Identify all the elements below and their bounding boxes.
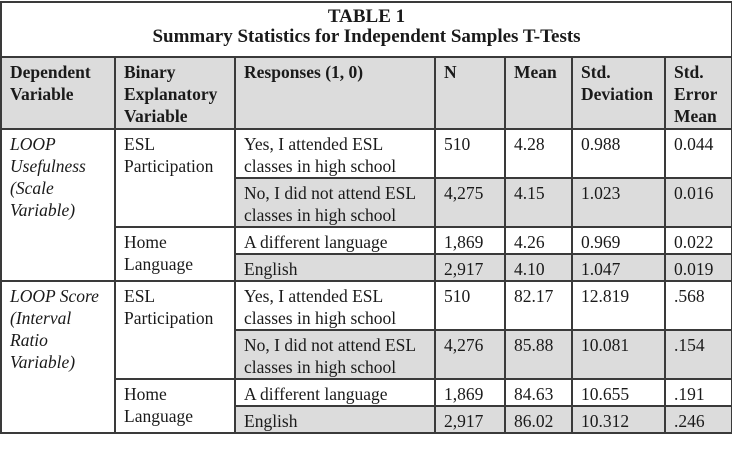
column-header: Binary Explanatory Variable xyxy=(115,57,235,129)
explanatory-variable-cell: ESL Participation xyxy=(115,281,235,379)
sd-cell: 12.819 xyxy=(572,281,665,330)
table-title: TABLE 1 xyxy=(327,6,406,27)
response-cell: A different language xyxy=(235,379,435,406)
table-row xyxy=(1,129,732,178)
se-cell: .246 xyxy=(665,406,732,433)
n-cell: 4,275 xyxy=(435,178,505,227)
se-cell: .191 xyxy=(665,379,732,406)
dependent-variable-cell: LOOP Usefulness (Scale Variable) xyxy=(1,129,115,281)
response-cell: No, I did not attend ESL classes in high school xyxy=(235,330,435,379)
sd-cell: 10.655 xyxy=(572,379,665,406)
dependent-variable-cell: LOOP Score (Interval Ratio Variable) xyxy=(1,281,115,433)
n-cell: 1,869 xyxy=(435,227,505,254)
explanatory-variable-cell: Home Language xyxy=(115,379,235,433)
column-header: Std. Error Mean xyxy=(665,57,732,129)
sd-cell: 10.312 xyxy=(572,406,665,433)
sd-cell: 1.047 xyxy=(572,254,665,281)
column-header: Mean xyxy=(505,57,572,129)
response-cell: English xyxy=(235,406,435,433)
sd-cell: 1.023 xyxy=(572,178,665,227)
sd-cell: 0.988 xyxy=(572,129,665,178)
mean-cell: 4.10 xyxy=(505,254,572,281)
summary-statistics-table xyxy=(0,1,732,434)
se-cell: 0.019 xyxy=(665,254,732,281)
table-row xyxy=(1,281,732,330)
response-cell: English xyxy=(235,254,435,281)
column-header: Responses (1, 0) xyxy=(235,57,435,129)
se-cell: 0.044 xyxy=(665,129,732,178)
n-cell: 510 xyxy=(435,129,505,178)
header-row xyxy=(1,57,732,129)
table-subtitle: Summary Statistics for Independent Samples T-Tests xyxy=(152,26,581,47)
mean-cell: 4.26 xyxy=(505,227,572,254)
mean-cell: 84.63 xyxy=(505,379,572,406)
se-cell: 0.022 xyxy=(665,227,732,254)
column-header: Std. Deviation xyxy=(572,57,665,129)
se-cell: .154 xyxy=(665,330,732,379)
n-cell: 1,869 xyxy=(435,379,505,406)
table-caption xyxy=(1,2,732,57)
title-row xyxy=(1,2,732,57)
response-cell: A different language xyxy=(235,227,435,254)
mean-cell: 82.17 xyxy=(505,281,572,330)
column-header: Dependent Variable xyxy=(1,57,115,129)
n-cell: 2,917 xyxy=(435,254,505,281)
n-cell: 4,276 xyxy=(435,330,505,379)
explanatory-variable-cell: ESL Participation xyxy=(115,129,235,227)
response-cell: No, I did not attend ESL classes in high school xyxy=(235,178,435,227)
mean-cell: 4.28 xyxy=(505,129,572,178)
explanatory-variable-cell: Home Language xyxy=(115,227,235,281)
sd-cell: 10.081 xyxy=(572,330,665,379)
response-cell: Yes, I attended ESL classes in high school xyxy=(235,129,435,178)
mean-cell: 86.02 xyxy=(505,406,572,433)
se-cell: .568 xyxy=(665,281,732,330)
se-cell: 0.016 xyxy=(665,178,732,227)
mean-cell: 85.88 xyxy=(505,330,572,379)
column-header: N xyxy=(435,57,505,129)
n-cell: 2,917 xyxy=(435,406,505,433)
sd-cell: 0.969 xyxy=(572,227,665,254)
n-cell: 510 xyxy=(435,281,505,330)
response-cell: Yes, I attended ESL classes in high school xyxy=(235,281,435,330)
mean-cell: 4.15 xyxy=(505,178,572,227)
